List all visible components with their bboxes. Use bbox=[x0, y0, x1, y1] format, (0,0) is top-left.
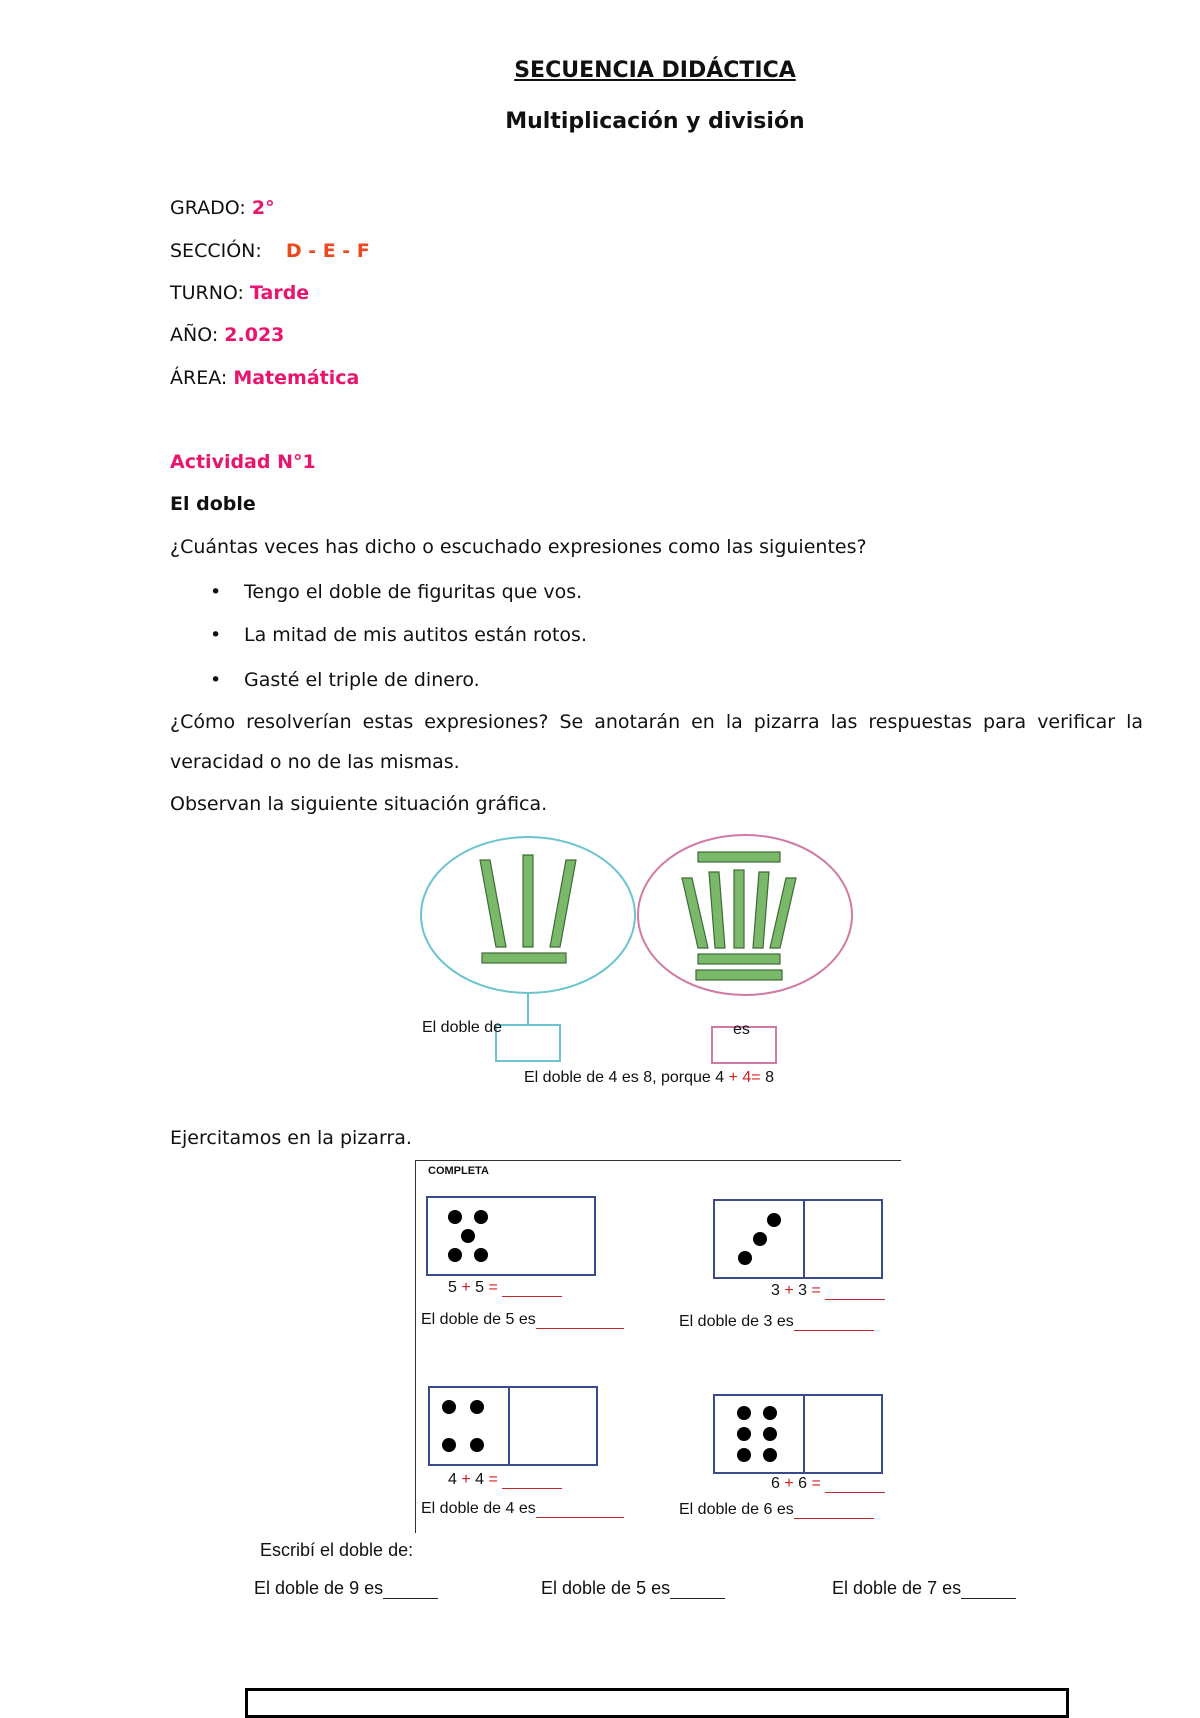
pencil-icon bbox=[523, 855, 533, 947]
answer-blank[interactable] bbox=[961, 1584, 1016, 1599]
dice-dot bbox=[767, 1213, 781, 1227]
dice-dot bbox=[470, 1438, 484, 1452]
dice-dot bbox=[753, 1232, 767, 1246]
paragraph-line-1: ¿Cómo resolverían estas expresiones? Se anotarán en la pizarra las respuestas para verificar la bbox=[170, 711, 1143, 733]
pencil-icon bbox=[709, 872, 725, 948]
answer-blank[interactable] bbox=[825, 1478, 885, 1493]
bottom-frame bbox=[245, 1688, 1069, 1718]
field-turno-value: Tarde bbox=[250, 282, 310, 304]
document-subtitle: Multiplicación y división bbox=[505, 109, 805, 134]
pencil-icon bbox=[682, 878, 708, 948]
answer-blank[interactable] bbox=[536, 1314, 624, 1329]
dice-dot bbox=[737, 1448, 751, 1462]
answer-blank[interactable] bbox=[794, 1316, 874, 1331]
field-anio-label: AÑO: bbox=[170, 324, 219, 346]
field-grado-label: GRADO: bbox=[170, 197, 246, 219]
dice-dot bbox=[738, 1251, 752, 1265]
dice-box bbox=[713, 1394, 883, 1474]
answer-box-left[interactable] bbox=[496, 1025, 560, 1061]
answer-blank[interactable] bbox=[383, 1584, 438, 1599]
bullet-text: Tengo el doble de figuritas que vos. bbox=[244, 581, 583, 603]
document-title: SECUENCIA DIDÁCTICA bbox=[514, 58, 796, 83]
pencil-icon bbox=[734, 870, 744, 948]
sum-line: 4 + 4 = bbox=[448, 1471, 562, 1489]
double-sentence: El doble de 3 es bbox=[679, 1313, 874, 1331]
dice-box bbox=[713, 1199, 883, 1279]
field-turno bbox=[170, 282, 309, 304]
dice-dot bbox=[448, 1248, 462, 1262]
dice-dot bbox=[442, 1400, 456, 1414]
dice-box bbox=[428, 1386, 598, 1466]
field-anio bbox=[170, 324, 284, 346]
field-seccion-value: D - E - F bbox=[285, 240, 370, 262]
pencil-icon bbox=[480, 860, 506, 947]
box-divider bbox=[803, 1201, 805, 1277]
field-area bbox=[170, 367, 359, 389]
dice-dot bbox=[442, 1438, 456, 1452]
dice-dot bbox=[763, 1448, 777, 1462]
field-grado-value: 2° bbox=[251, 197, 275, 219]
field-seccion bbox=[170, 240, 370, 262]
box-divider bbox=[508, 1388, 510, 1464]
dice-dot bbox=[763, 1406, 777, 1420]
caption-part-a: El doble de 4 es 8, porque 4 bbox=[524, 1069, 725, 1086]
answer-blank[interactable] bbox=[502, 1474, 562, 1489]
double-sentence: El doble de 6 es bbox=[679, 1501, 874, 1519]
observe-text: Observan la siguiente situación gráfica. bbox=[170, 793, 548, 815]
dice-dot bbox=[461, 1229, 475, 1243]
answer-blank[interactable] bbox=[825, 1285, 885, 1300]
field-anio-value: 2.023 bbox=[224, 324, 285, 346]
figure-label-right: es bbox=[733, 1021, 750, 1038]
field-seccion-label: SECCIÓN: bbox=[170, 240, 262, 262]
dice-dot bbox=[470, 1400, 484, 1414]
double-sentence: El doble de 5 es bbox=[421, 1311, 624, 1329]
figure-caption bbox=[524, 1069, 774, 1087]
activity-question: ¿Cuántas veces has dicho o escuchado expresiones como las siguientes? bbox=[170, 536, 867, 558]
dice-dot bbox=[474, 1248, 488, 1262]
pencil-icon bbox=[550, 860, 576, 947]
exercise-header: COMPLETA bbox=[428, 1165, 489, 1177]
caption-part-b: 4= bbox=[742, 1069, 761, 1086]
dice-dot bbox=[474, 1210, 488, 1224]
write-double-item: El doble de 5 es bbox=[541, 1578, 725, 1599]
caption-part-c: 8 bbox=[765, 1069, 775, 1086]
double-sentence: El doble de 4 es bbox=[421, 1500, 624, 1518]
sum-line: 5 + 5 = bbox=[448, 1279, 562, 1297]
paragraph-line-2: veracidad o no de las mismas. bbox=[170, 751, 460, 773]
bullet-item: • Tengo el doble de figuritas que vos. bbox=[210, 581, 583, 603]
pencil-icon bbox=[753, 872, 769, 948]
figure-label-left: El doble de bbox=[422, 1019, 503, 1036]
pencil-icon bbox=[698, 852, 780, 862]
write-double-item: El doble de 9 es bbox=[254, 1578, 438, 1599]
dice-dot bbox=[737, 1406, 751, 1420]
field-area-value: Matemática bbox=[233, 367, 360, 389]
answer-blank[interactable] bbox=[502, 1282, 562, 1297]
field-grado bbox=[170, 197, 275, 219]
pencil-group-right bbox=[682, 852, 796, 980]
activity-subheading: El doble bbox=[170, 493, 256, 515]
sum-line: 6 + 6 = bbox=[771, 1475, 885, 1493]
answer-blank[interactable] bbox=[670, 1584, 725, 1599]
pencil-icon bbox=[770, 878, 796, 948]
write-double-item: El doble de 7 es bbox=[832, 1578, 1016, 1599]
dice-box bbox=[426, 1196, 596, 1276]
exercise-panel bbox=[415, 1160, 901, 1533]
write-double-prompt: Escribí el doble de: bbox=[260, 1540, 414, 1560]
activity-heading: Actividad N°1 bbox=[170, 451, 316, 473]
exercise-intro: Ejercitamos en la pizarra. bbox=[170, 1127, 412, 1149]
pencil-icon bbox=[696, 970, 782, 980]
sum-line: 3 + 3 = bbox=[771, 1282, 885, 1300]
answer-blank[interactable] bbox=[536, 1503, 624, 1518]
box-divider bbox=[803, 1396, 805, 1472]
caption-plus: + bbox=[728, 1069, 738, 1086]
dice-dot bbox=[448, 1210, 462, 1224]
pencil-icon bbox=[482, 953, 566, 963]
dice-dot bbox=[737, 1427, 751, 1441]
field-area-label: ÁREA: bbox=[170, 367, 228, 389]
field-turno-label: TURNO: bbox=[170, 282, 244, 304]
bullet-item: • Gasté el triple de dinero. bbox=[210, 669, 480, 691]
bullet-text: La mitad de mis autitos están rotos. bbox=[244, 624, 587, 646]
pencil-icon bbox=[698, 954, 780, 964]
double-pencils-figure bbox=[420, 830, 910, 1090]
dice-dot bbox=[763, 1427, 777, 1441]
answer-blank[interactable] bbox=[794, 1504, 874, 1519]
bullet-text: Gasté el triple de dinero. bbox=[244, 669, 480, 691]
bullet-item: • La mitad de mis autitos están rotos. bbox=[210, 624, 587, 646]
pencil-group-left bbox=[480, 855, 576, 963]
